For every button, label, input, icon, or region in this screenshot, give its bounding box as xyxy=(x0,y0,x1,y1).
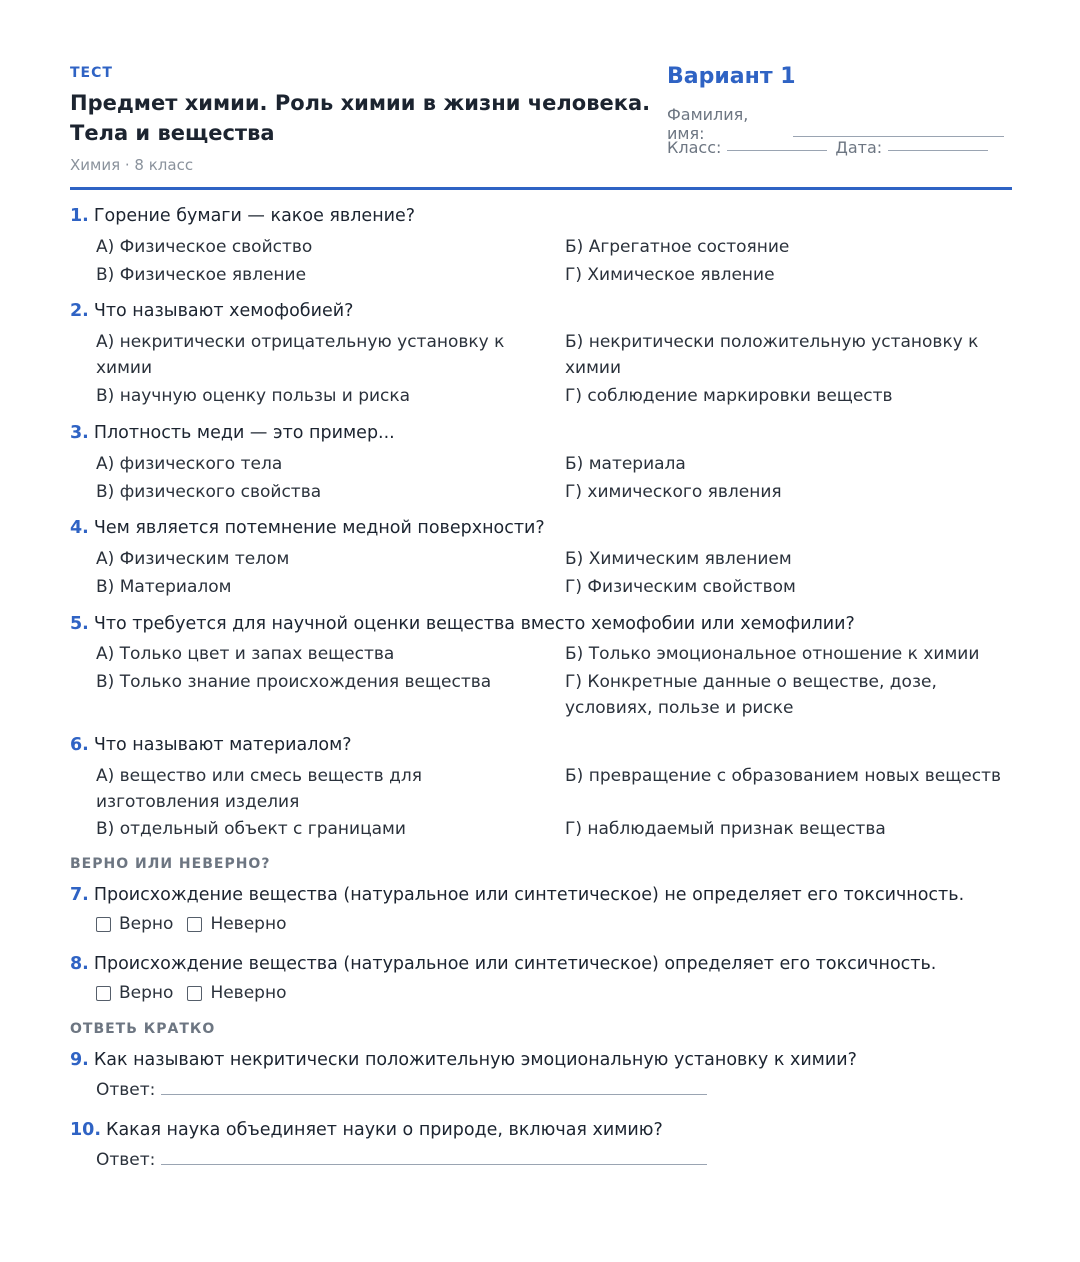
question-5 xyxy=(70,612,1012,718)
true-label: Верно xyxy=(119,983,174,1003)
question-text xyxy=(70,421,1012,445)
option-c: В) Только знание происхождения вещества xyxy=(96,672,492,692)
option-d: Г) химического явления xyxy=(565,482,782,502)
false-checkbox[interactable] xyxy=(187,917,202,932)
answer-line[interactable] xyxy=(161,1163,707,1165)
option-b: Б) Химическим явлением xyxy=(565,549,792,569)
option-b: Б) Агрегатное состояние xyxy=(565,237,790,257)
option-d: Г) Химическое явление xyxy=(565,265,775,285)
question-number: 2. xyxy=(70,301,89,321)
question-label: Какая наука объединяет науки о природе, включая химию? xyxy=(106,1120,663,1140)
question-text xyxy=(70,1118,1012,1142)
true-label: Верно xyxy=(119,914,174,934)
name-line[interactable] xyxy=(793,135,1004,137)
option-d: Г) Физическим свойством xyxy=(565,577,796,597)
date-label: Дата: xyxy=(835,138,883,157)
name-label: Фамилия, имя: xyxy=(667,105,749,143)
option-d: Г) наблюдаемый признак вещества xyxy=(565,819,886,839)
question-label: Что называют хемофобией? xyxy=(93,301,354,321)
true-checkbox[interactable] xyxy=(96,986,111,1001)
header xyxy=(70,0,1012,190)
question-label: Горение бумаги — какое явление? xyxy=(93,206,416,226)
test-sheet xyxy=(70,0,1012,1170)
question-label: Происхождение вещества (натуральное или синтетическое) не определяет его токсичность. xyxy=(93,885,965,905)
question-number: 4. xyxy=(70,518,89,538)
date-line[interactable] xyxy=(888,149,988,151)
question-4 xyxy=(70,516,1012,597)
question-number: 8. xyxy=(70,954,89,974)
option-a: А) физического тела xyxy=(96,454,283,474)
question-2 xyxy=(70,299,1012,406)
question-label: Плотность меди — это пример... xyxy=(93,423,395,443)
option-b: Б) материала xyxy=(565,454,686,474)
option-a: А) вещество или смесь веществ для изготовления изделия xyxy=(96,766,422,812)
question-text xyxy=(70,612,1012,636)
question-text xyxy=(70,952,1012,976)
question-text xyxy=(70,299,1012,323)
answer-label: Ответ: xyxy=(96,1080,156,1100)
question-3 xyxy=(70,421,1012,502)
option-c: В) Физическое явление xyxy=(96,265,307,285)
option-c: В) отдельный объект с границами xyxy=(96,819,406,839)
answer-label: Ответ: xyxy=(96,1150,156,1170)
question-number: 6. xyxy=(70,735,89,755)
option-a: А) Физическим телом xyxy=(96,549,290,569)
section-short-answer: ОТВЕТЬ КРАТКО xyxy=(70,1021,216,1037)
false-checkbox[interactable] xyxy=(187,986,202,1001)
section-true-false: ВЕРНО ИЛИ НЕВЕРНО? xyxy=(70,856,271,872)
option-b: Б) некритически положительную установку к химии xyxy=(565,332,979,378)
question-label: Происхождение вещества (натуральное или синтетическое) определяет его токсичность. xyxy=(93,954,937,974)
question-number: 5. xyxy=(70,614,89,634)
false-label: Неверно xyxy=(210,983,287,1003)
question-text xyxy=(70,516,1012,540)
option-b: Б) превращение с образованием новых веществ xyxy=(565,766,1001,786)
page-title: Предмет химии. Роль химии в жизни человека. Тела и вещества xyxy=(70,91,651,145)
answer-field xyxy=(96,1150,707,1170)
question-label: Что называют материалом? xyxy=(93,735,352,755)
answer-line[interactable] xyxy=(161,1093,707,1095)
question-7 xyxy=(70,883,1012,934)
question-text xyxy=(70,1048,1012,1072)
question-9 xyxy=(70,1048,1012,1100)
true-false-options xyxy=(96,983,286,1003)
option-c: В) физического свойства xyxy=(96,482,322,502)
doc-kicker: ТЕСТ xyxy=(70,65,113,81)
question-number: 10. xyxy=(70,1120,102,1140)
question-number: 1. xyxy=(70,206,89,226)
option-a: А) Физическое свойство xyxy=(96,237,313,257)
question-text xyxy=(70,883,1012,907)
option-c: В) Материалом xyxy=(96,577,232,597)
class-label: Класс: xyxy=(667,138,722,157)
answer-field xyxy=(96,1080,707,1100)
question-text xyxy=(70,204,1012,228)
question-8 xyxy=(70,952,1012,1003)
question-10 xyxy=(70,1118,1012,1170)
question-label: Чем является потемнение медной поверхности? xyxy=(93,518,545,538)
class-line[interactable] xyxy=(727,149,827,151)
question-6 xyxy=(70,733,1012,839)
option-d: Г) Конкретные данные о веществе, дозе, условиях, пользе и риске xyxy=(565,672,937,718)
option-d: Г) соблюдение маркировки веществ xyxy=(565,386,893,406)
question-text xyxy=(70,733,1012,757)
question-number: 7. xyxy=(70,885,89,905)
question-1 xyxy=(70,204,1012,285)
header-divider xyxy=(70,187,1012,190)
option-a: А) некритически отрицательную установку к химии xyxy=(96,332,505,378)
option-b: Б) Только эмоциональное отношение к химии xyxy=(565,644,980,664)
question-number: 3. xyxy=(70,423,89,443)
true-checkbox[interactable] xyxy=(96,917,111,932)
variant-label: Вариант 1 xyxy=(667,64,796,89)
true-false-options xyxy=(96,914,286,934)
question-label: Что требуется для научной оценки вещества вместо хемофобии или хемофилии? xyxy=(93,614,855,634)
question-label: Как называют некритически положительную эмоциональную установку к химии? xyxy=(93,1050,857,1070)
question-number: 9. xyxy=(70,1050,89,1070)
class-date-field xyxy=(667,138,996,157)
option-c: В) научную оценку пользы и риска xyxy=(96,386,411,406)
subject-label: Химия · 8 класс xyxy=(70,156,194,174)
option-a: А) Только цвет и запах вещества xyxy=(96,644,395,664)
false-label: Неверно xyxy=(210,914,287,934)
